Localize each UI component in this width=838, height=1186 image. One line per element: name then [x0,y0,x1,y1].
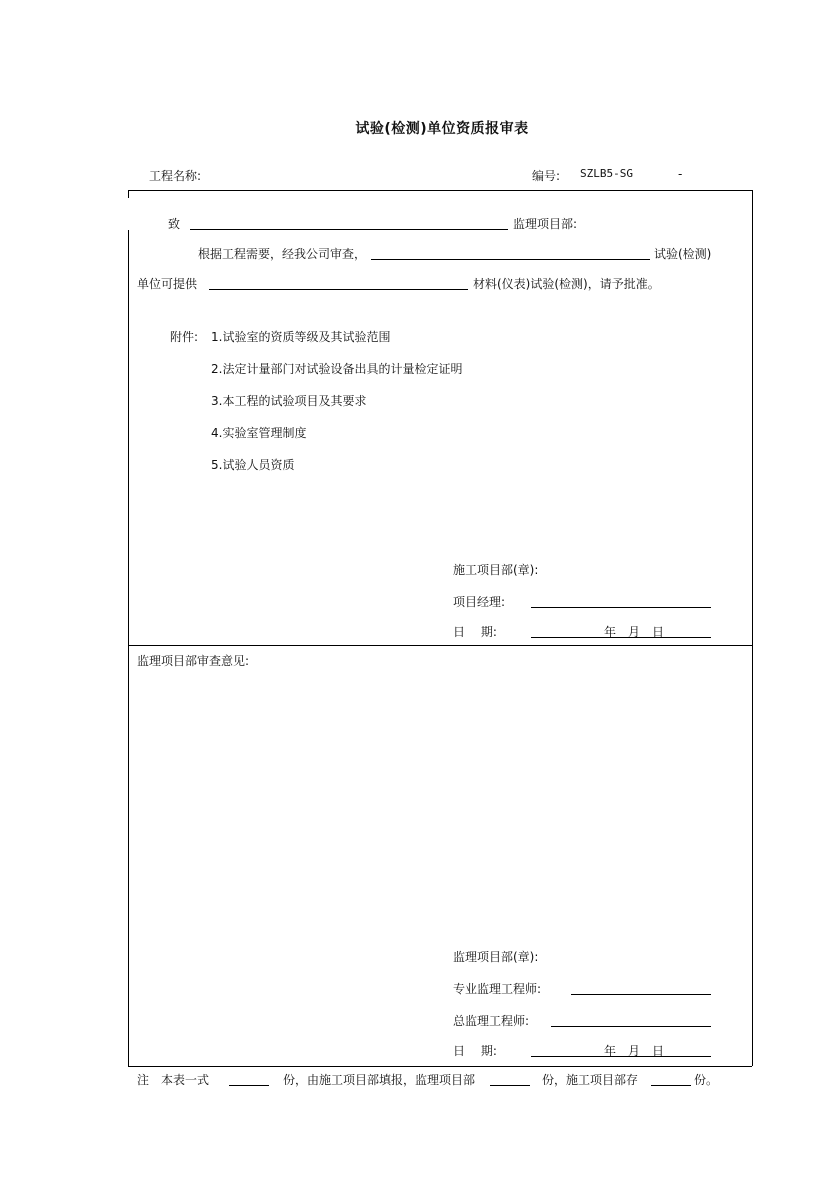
attachment-item: 1.试验室的资质等级及其试验范围 [211,330,391,344]
supervisor-date-day: 日 [652,1044,665,1058]
table-bottom-border [128,1066,752,1067]
date-year: 年 [604,625,617,639]
chief-engineer-label: 总监理工程师: [453,1014,530,1028]
footer-copies-blank-2[interactable] [490,1085,530,1086]
code-label: 编号: [532,169,561,183]
footer-note-part1: 本表一式 [161,1073,210,1087]
attachment-item: 4.实验室管理制度 [211,426,307,440]
supervisor-date-label: 日 期: [453,1044,497,1058]
request-line1-prefix: 根据工程需要，经我公司审查， [198,247,367,261]
supervisor-date-year: 年 [604,1044,617,1058]
project-name-label: 工程名称: [149,169,202,183]
table-top-border [128,190,752,191]
table-right-border [752,190,753,1066]
request-line2-blank[interactable] [209,289,468,290]
footer-note-part3: 份，施工项目部存 [542,1073,639,1087]
page-title: 试验(检测)单位资质报审表 [355,121,529,137]
contractor-seal-label: 施工项目部(章): [453,563,539,577]
supervisor-date-blank[interactable] [531,1056,711,1057]
footer-copies-blank-3[interactable] [651,1085,691,1086]
footer-note-part4: 份。 [694,1073,719,1087]
date-blank[interactable] [531,637,711,638]
request-line1-suffix: 试验(检测) [654,247,712,261]
date-label: 日 期: [453,625,497,639]
table-left-border [128,230,129,1066]
table-left-border-top-tick [128,190,129,198]
request-line1-blank[interactable] [371,259,650,260]
footer-copies-blank-1[interactable] [229,1085,269,1086]
request-line2-suffix: 材料(仪表)试验(检测)，请予批准。 [473,277,660,291]
attachment-item: 2.法定计量部门对试验设备出具的计量检定证明 [211,362,463,376]
supervisor-seal-label: 监理项目部(章): [453,950,539,964]
attachments-label: 附件: [170,330,199,344]
to-suffix: 监理项目部: [513,217,578,231]
attachment-item: 5.试验人员资质 [211,458,295,472]
table-section-divider [128,645,752,646]
chief-engineer-blank[interactable] [551,1026,711,1027]
attachment-item: 3.本工程的试验项目及其要求 [211,394,367,408]
to-label: 致 [168,217,181,231]
code-value: SZLB5-SG [580,167,633,180]
footer-note-part2: 份，由施工项目部填报，监理项目部 [283,1073,476,1087]
to-recipient-blank[interactable] [190,229,508,230]
date-day: 日 [652,625,665,639]
request-line2-prefix: 单位可提供 [137,277,198,291]
footer-note-label: 注 [137,1073,150,1087]
code-suffix: - [678,167,683,181]
specialist-engineer-blank[interactable] [571,994,711,995]
supervisor-date-month: 月 [628,1044,641,1058]
supervisor-opinion-label: 监理项目部审查意见: [137,654,250,668]
project-manager-blank[interactable] [531,607,711,608]
specialist-engineer-label: 专业监理工程师: [453,982,542,996]
project-manager-label: 项目经理: [453,595,506,609]
date-month: 月 [628,625,641,639]
